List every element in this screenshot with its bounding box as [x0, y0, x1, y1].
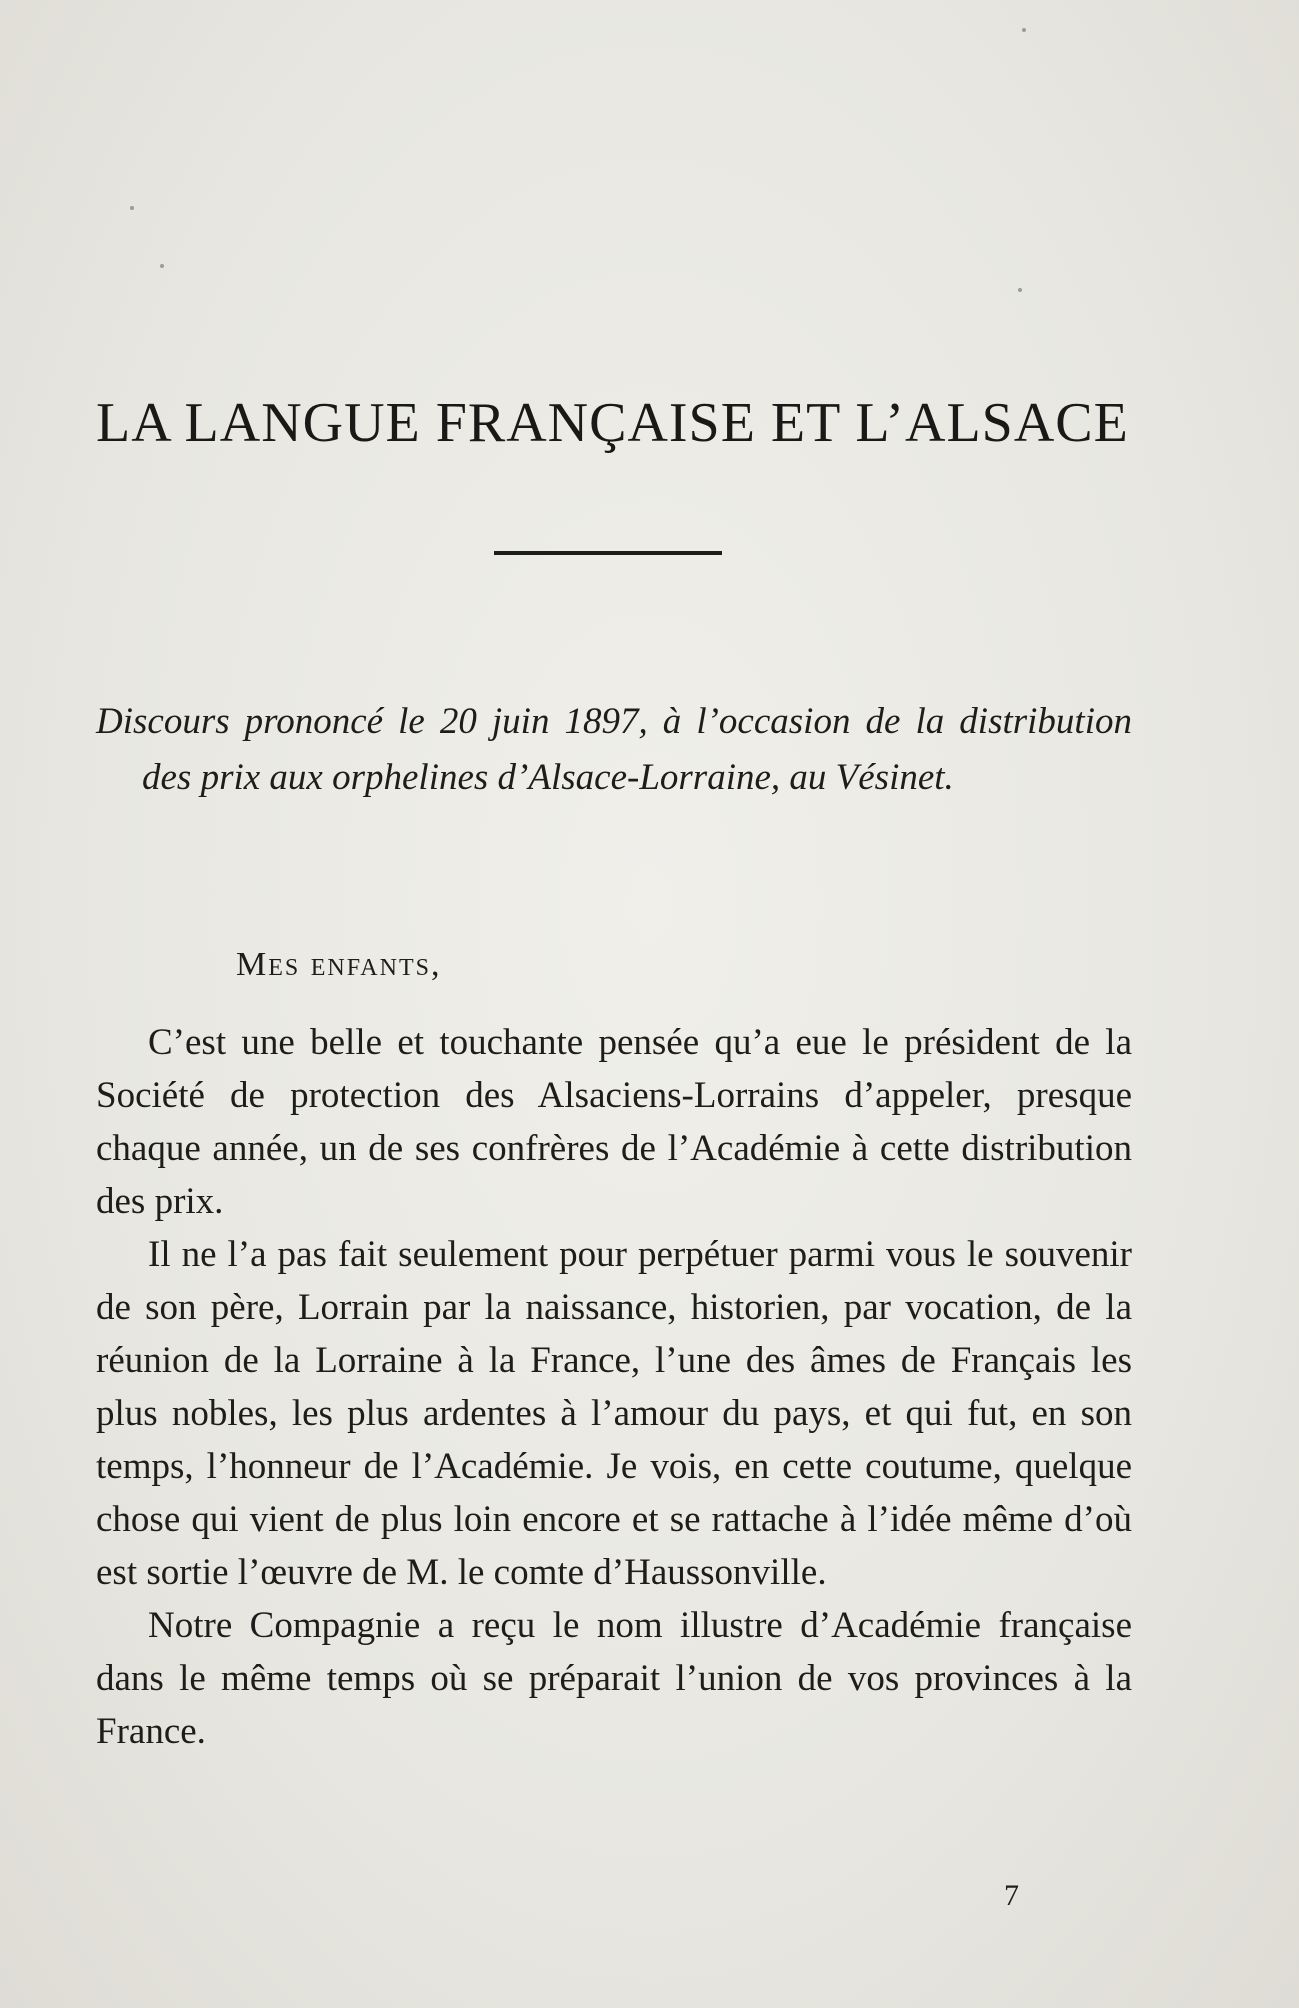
salutation: Mes enfants, — [236, 946, 442, 983]
paper-speck — [1022, 28, 1026, 32]
paragraph: Notre Compagnie a reçu le nom illustre d’Académie française dans le même temps où se préparait l’union de vos provinces à la France. — [96, 1605, 1132, 1752]
title-divider — [494, 551, 722, 555]
body-text — [96, 1016, 1132, 1758]
paper-speck — [160, 264, 164, 268]
page-number: 7 — [1004, 1879, 1019, 1912]
paper-speck — [130, 206, 134, 210]
speech-context: Discours prononcé le 20 juin 1897, à l’occasion de la distribution des prix aux orphelines d’Alsace-Lorraine, au Vésinet. — [96, 701, 1132, 798]
paragraph: C’est une belle et touchante pensée qu’a eue le président de la Société de protection des Alsaciens-Lorrains d’appeler, presque chaque année, un de ses confrères de l’Académie à cette distribution des prix. — [96, 1022, 1132, 1222]
chapter-title: LA LANGUE FRANÇAISE ET L’ALSACE — [96, 392, 1129, 454]
paragraph: Il ne l’a pas fait seulement pour perpétuer parmi vous le souvenir de son père, Lorrain par la naissance, historien, par vocation, de la réunion de la Lorraine à la France, l’une des âmes de Français les plus nobles, les plus ardentes à l’amour du pays, et qui fut, en son temps, l’honneur de l’Académie. Je vois, en cette coutume, quelque chose qui vient de plus loin encore et se rattache à l’idée même d’où est sortie l’œuvre de M. le comte d’Haussonville. — [96, 1234, 1132, 1593]
paper-speck — [1018, 288, 1022, 292]
